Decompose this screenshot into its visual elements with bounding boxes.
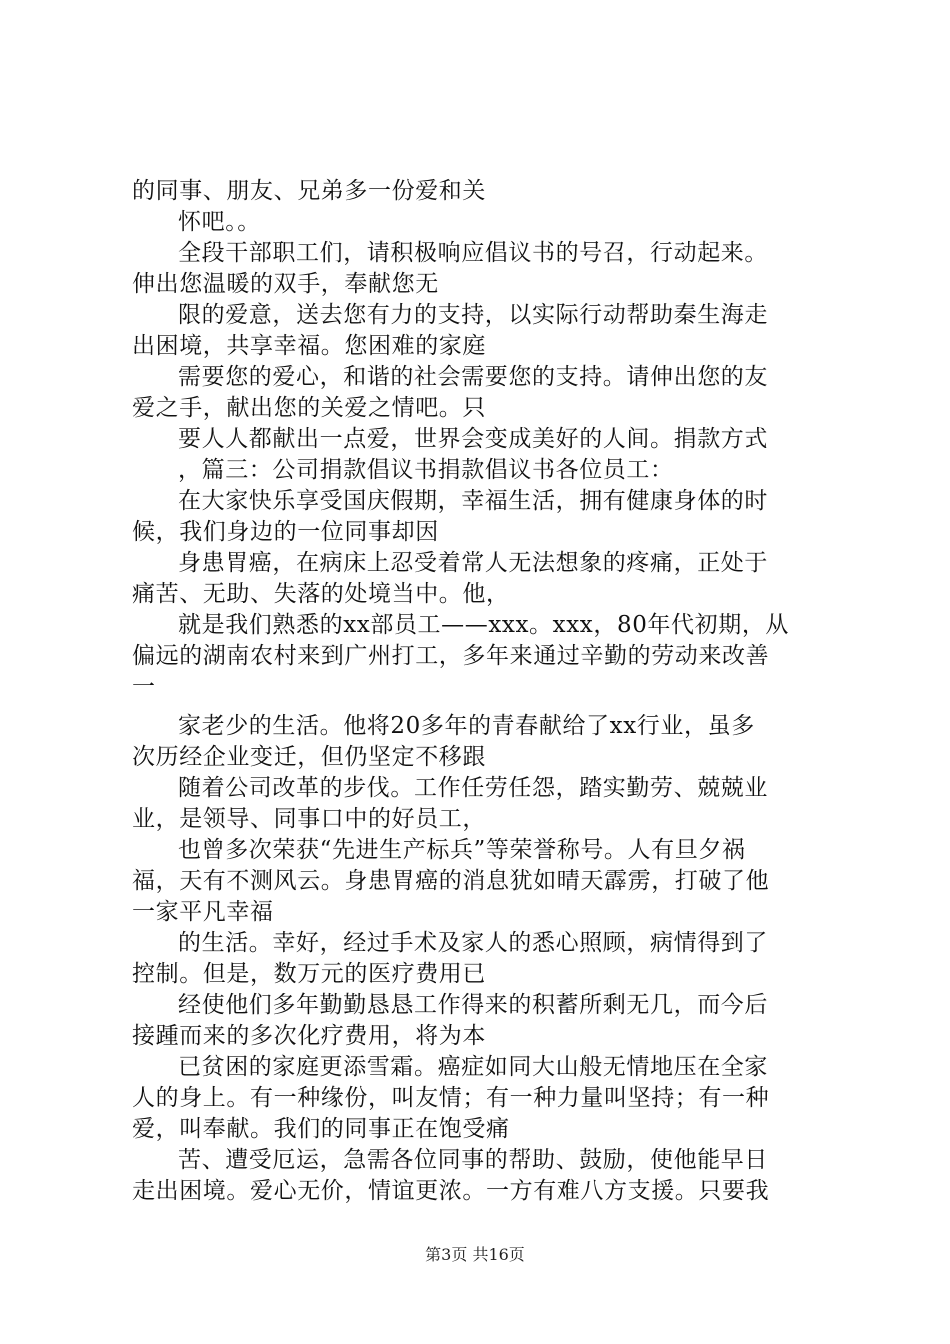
text-line: 限的爱意，送去您有力的支持，以实际行动帮助秦生海走 xyxy=(178,302,768,328)
page-number-footer: 第3页 共16页 xyxy=(425,1245,525,1264)
text-line: 随着公司改革的步伐。工作任劳任怨，踏实勤劳、兢兢业 xyxy=(178,775,768,801)
text-line: 痛苦、无助、失落的处境当中。他， xyxy=(132,581,510,607)
text-line: 的同事、朋友、兄弟多一份爱和关 xyxy=(132,178,486,204)
text-line: 偏远的湖南农村来到广州打工，多年来通过辛勤的劳动来改善 xyxy=(132,643,770,669)
text-line: 要人人都献出一点爱，世界会变成美好的人间。捐款方式 xyxy=(178,426,768,452)
text-line: 苦、遭受厄运，急需各位同事的帮助、鼓励，使他能早日 xyxy=(178,1147,768,1173)
text-line: 业，是领导、同事口中的好员工， xyxy=(132,806,486,832)
text-line: 家老少的生活。他将20多年的青春献给了xx行业，虽多 xyxy=(178,713,755,739)
text-line: 控制。但是，数万元的医疗费用已 xyxy=(132,961,486,987)
text-line: 全段干部职工们，请积极响应倡议书的号召，行动起来。 xyxy=(178,240,768,266)
text-line: 需要您的爱心，和谐的社会需要您的支持。请伸出您的友 xyxy=(178,364,768,390)
text-line: 就是我们熟悉的xx部员工——xxx。xxx，80年代初期，从 xyxy=(178,612,790,638)
text-line: 福，天有不测风云。身患胃癌的消息犹如晴天霹雳，打破了他 xyxy=(132,868,770,894)
text-line: 人的身上。有一种缘份，叫友情；有一种力量叫坚持；有一种 xyxy=(132,1085,770,1111)
text-line: 走出困境。爱心无价，情谊更浓。一方有难八方支援。只要我 xyxy=(132,1178,770,1204)
text-line: 一 xyxy=(132,674,156,700)
text-line: 爱，叫奉献。我们的同事正在饱受痛 xyxy=(132,1116,510,1142)
text-line: 候，我们身边的一位同事却因 xyxy=(132,519,439,545)
text-line: 的生活。幸好，经过手术及家人的悉心照顾，病情得到了 xyxy=(178,930,768,956)
text-line: 接踵而来的多次化疗费用，将为本 xyxy=(132,1023,486,1049)
text-line: 次历经企业变迁，但仍坚定不移跟 xyxy=(132,744,486,770)
text-line: 出困境，共享幸福。您困难的家庭 xyxy=(132,333,486,359)
text-line: 伸出您温暖的双手，奉献您无 xyxy=(132,271,439,297)
text-line: ，篇三：公司捐款倡议书捐款倡议书各位员工： xyxy=(178,457,674,483)
text-line: 一家平凡幸福 xyxy=(132,899,274,925)
text-line: 在大家快乐享受国庆假期，幸福生活，拥有健康身体的时 xyxy=(178,488,768,514)
text-line: 身患胃癌，在病床上忍受着常人无法想象的疼痛，正处于 xyxy=(178,550,768,576)
text-line: 已贫困的家庭更添雪霜。癌症如同大山般无情地压在全家 xyxy=(178,1054,768,1080)
text-line: 也曾多次荣获“先进生产标兵”等荣誉称号。人有旦夕祸 xyxy=(178,837,746,863)
text-line: 爱之手，献出您的关爱之情吧。只 xyxy=(132,395,486,421)
text-line: 经使他们多年勤勤恳恳工作得来的积蓄所剩无几，而今后 xyxy=(178,992,768,1018)
text-line: 怀吧。。 xyxy=(178,209,261,235)
